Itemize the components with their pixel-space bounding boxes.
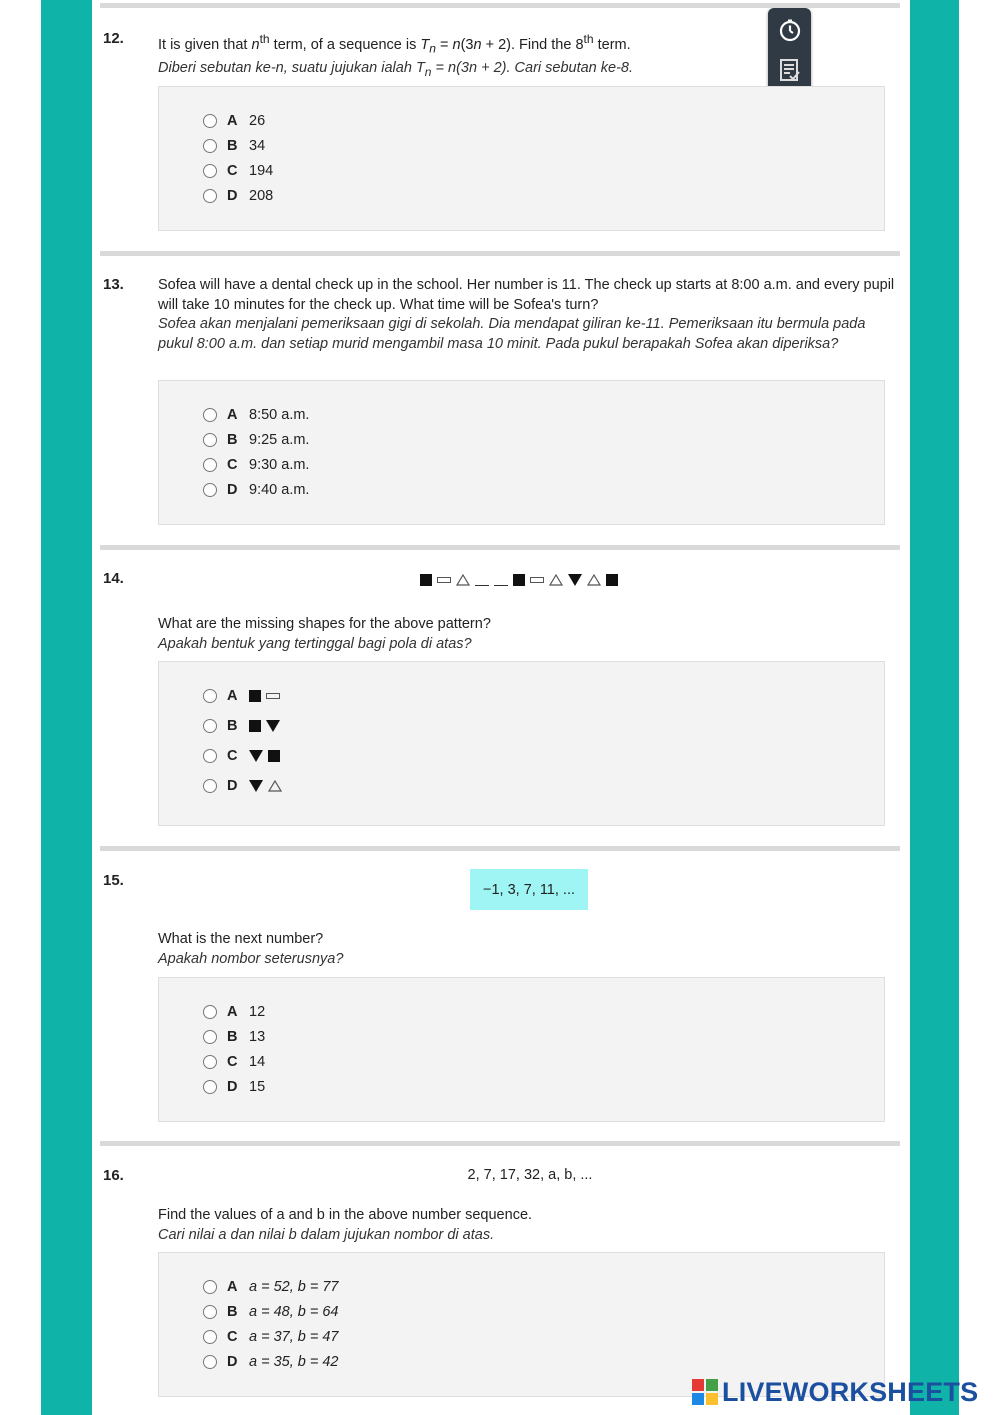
option-d[interactable]: D: [203, 776, 282, 796]
question-14-malay: Apakah bentuk yang tertinggal bagi pola di atas?: [158, 635, 472, 652]
rectangle-shape: [266, 693, 280, 699]
radio-button[interactable]: [203, 483, 217, 497]
rectangle-shape: [530, 577, 544, 583]
option-c[interactable]: C 14: [203, 1052, 265, 1072]
radio-button[interactable]: [203, 1355, 217, 1369]
option-c[interactable]: C a = 37, b = 47: [203, 1327, 339, 1347]
option-shapes: [249, 780, 282, 792]
radio-button[interactable]: [203, 164, 217, 178]
radio-button[interactable]: [203, 458, 217, 472]
option-b[interactable]: B 34: [203, 136, 265, 156]
question-number: 16.: [103, 1167, 124, 1184]
filled-down-triangle-shape: [249, 750, 263, 762]
question-16-text: [158, 1206, 898, 1245]
question-15-english: What is the next number?: [158, 931, 324, 947]
floating-toolbar: [768, 8, 811, 92]
outline-triangle-shape: [268, 780, 282, 792]
option-shapes: [249, 690, 280, 702]
question-12-text: [158, 30, 758, 83]
question-12-english: It is given that $n^{th}$ term, of a sequence is $T_n = n(3n + 2)$. Find the 8th term.: [158, 32, 631, 56]
left-border-band: [41, 0, 92, 1415]
question-12-malay: Diberi sebutan ke-n, suatu jujukan ialah $T_n = n(3n + 2)$. Cari sebutan ke-8.: [158, 60, 634, 80]
option-d[interactable]: D 9:40 a.m.: [203, 480, 309, 500]
answer-options-box: [158, 977, 885, 1122]
question-14-text: [158, 615, 898, 654]
right-border-band: [910, 0, 959, 1415]
outline-triangle-shape: [456, 574, 470, 586]
blank-slot: [494, 575, 508, 586]
blank-slot: [475, 575, 489, 586]
question-number: 14.: [103, 570, 124, 587]
filled-square-shape: [249, 720, 261, 732]
option-a[interactable]: A: [203, 686, 280, 706]
filled-down-triangle-shape: [266, 720, 280, 732]
filled-down-triangle-shape: [249, 780, 263, 792]
radio-button[interactable]: [203, 433, 217, 447]
option-b[interactable]: B a = 48, b = 64: [203, 1302, 339, 1322]
option-d[interactable]: D a = 35, b = 42: [203, 1352, 339, 1372]
option-b[interactable]: B: [203, 716, 280, 736]
number-sequence: 2, 7, 17, 32, a, b, ...: [467, 1167, 593, 1183]
option-a[interactable]: A a = 52, b = 77: [203, 1277, 339, 1297]
option-d[interactable]: D 15: [203, 1077, 265, 1097]
filled-square-shape: [606, 574, 618, 586]
number-sequence: −1, 3, 7, 11, ...: [470, 869, 588, 910]
answer-options-box: [158, 661, 885, 826]
brand-name: LIVEWORKSHEETS: [722, 1376, 979, 1407]
option-d[interactable]: D 208: [203, 186, 273, 206]
question-15-text: [158, 930, 898, 969]
outline-triangle-shape: [549, 574, 563, 586]
section-divider: [100, 545, 900, 550]
answer-options-box: [158, 86, 885, 231]
question-number: 12.: [103, 30, 124, 47]
option-c[interactable]: C 9:30 a.m.: [203, 455, 309, 475]
radio-button[interactable]: [203, 749, 217, 763]
section-divider: [100, 251, 900, 256]
radio-button[interactable]: [203, 1055, 217, 1069]
radio-button[interactable]: [203, 719, 217, 733]
option-c[interactable]: C: [203, 746, 280, 766]
radio-button[interactable]: [203, 1030, 217, 1044]
filled-down-triangle-shape: [568, 574, 582, 586]
radio-button[interactable]: [203, 1280, 217, 1294]
radio-button[interactable]: [203, 189, 217, 203]
question-16-malay: Cari nilai a dan nilai b dalam jujukan nombor di atas.: [158, 1226, 495, 1243]
option-shapes: [249, 750, 280, 762]
shape-pattern: [420, 574, 618, 586]
answer-options-box: [158, 380, 885, 525]
question-14-english: What are the missing shapes for the above pattern?: [158, 616, 491, 632]
question-number: 13.: [103, 276, 124, 293]
section-divider: [100, 3, 900, 8]
option-a[interactable]: A 8:50 a.m.: [203, 405, 309, 425]
radio-button[interactable]: [203, 1305, 217, 1319]
logo-icon: [692, 1379, 718, 1405]
question-number: 15.: [103, 872, 124, 889]
option-b[interactable]: B 9:25 a.m.: [203, 430, 309, 450]
option-shapes: [249, 720, 280, 732]
timer-icon[interactable]: [775, 15, 804, 44]
option-a[interactable]: A 26: [203, 111, 265, 131]
option-b[interactable]: B 13: [203, 1027, 265, 1047]
radio-button[interactable]: [203, 1330, 217, 1344]
question-13-text: [158, 276, 898, 354]
question-16-english: Find the values of a and b in the above number sequence.: [158, 1207, 533, 1223]
checklist-icon[interactable]: [775, 55, 804, 84]
liveworksheets-logo: [692, 1375, 978, 1409]
option-c[interactable]: C 194: [203, 161, 273, 181]
option-a[interactable]: A 12: [203, 1002, 265, 1022]
filled-square-shape: [249, 690, 261, 702]
radio-button[interactable]: [203, 408, 217, 422]
section-divider: [100, 846, 900, 851]
section-divider: [100, 1141, 900, 1146]
filled-square-shape: [513, 574, 525, 586]
question-13-malay: Sofea akan menjalani pemeriksaan gigi di sekolah. Dia mendapat giliran ke-11. Pemeriksaan itu bermula pada pukul 8:00 a.m. dan setiap murid mengambil masa 10 minit. Pada pukul berapakah Sofea akan diperiksa?: [158, 316, 866, 352]
radio-button[interactable]: [203, 1005, 217, 1019]
radio-button[interactable]: [203, 1080, 217, 1094]
rectangle-shape: [437, 577, 451, 583]
question-15-malay: Apakah nombor seterusnya?: [158, 950, 344, 967]
radio-button[interactable]: [203, 779, 217, 793]
radio-button[interactable]: [203, 689, 217, 703]
outline-triangle-shape: [587, 574, 601, 586]
radio-button[interactable]: [203, 139, 217, 153]
question-13-english: Sofea will have a dental check up in the school. Her number is 11. The check up starts at 8:00 a.m. and every pupil will take 10 minutes for the check up. What time will be Sofea's turn?: [158, 277, 895, 313]
filled-square-shape: [420, 574, 432, 586]
radio-button[interactable]: [203, 114, 217, 128]
filled-square-shape: [268, 750, 280, 762]
